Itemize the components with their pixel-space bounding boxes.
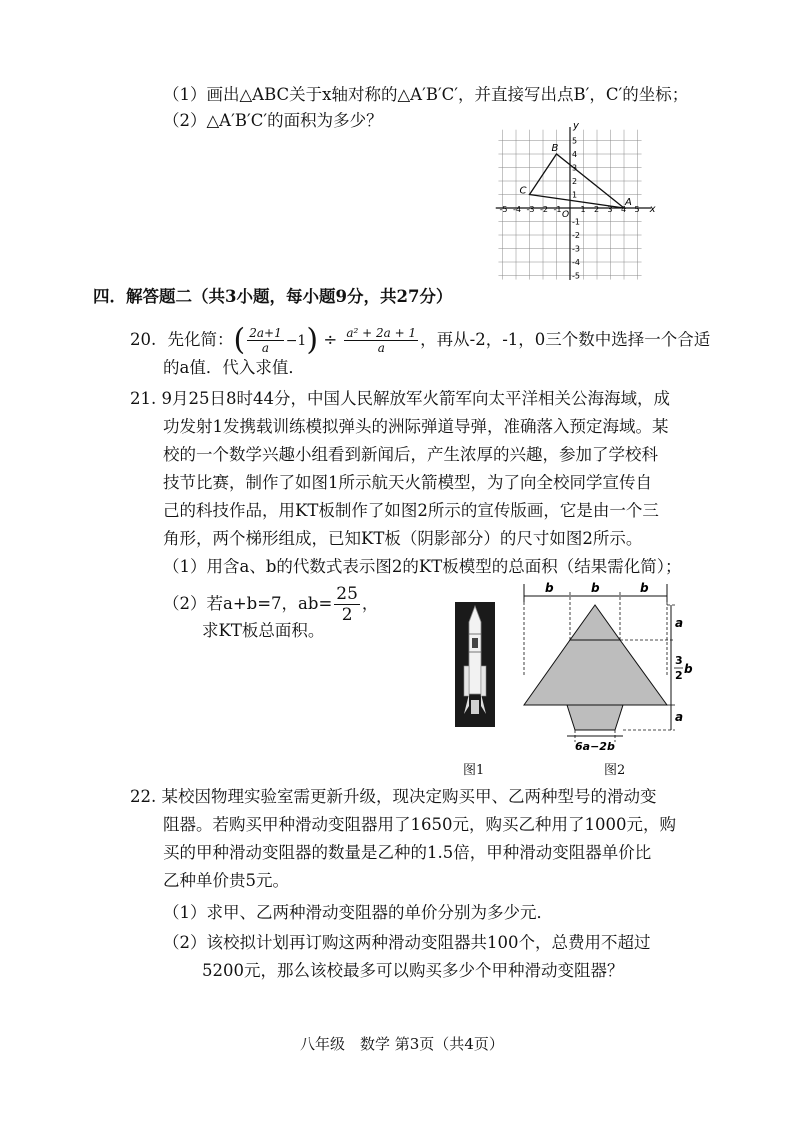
q21-frac-num: 25 xyxy=(336,584,358,604)
q20-number: 20. xyxy=(130,330,157,349)
q21-part2-line2: 求KT板总面积。 xyxy=(202,621,325,640)
q21-text-6: 角形，两个梯形组成，已知KT板（阴影部分）的尺寸如图2所示。 xyxy=(163,529,643,548)
fig1-caption: 图1 xyxy=(463,763,485,778)
page-footer: 八年级 数学 第3页（共4页） xyxy=(300,1035,504,1053)
x-tick-label: -5 xyxy=(499,205,508,214)
x-axis-label: x xyxy=(649,204,656,215)
q21-part2-prefix: （2）若a+b=7，ab= xyxy=(163,594,333,613)
x-tick-label: 1 xyxy=(580,205,586,214)
q20-frac1-den: a xyxy=(261,341,270,355)
origin-label: O xyxy=(562,210,570,220)
y-tick-label: -1 xyxy=(572,217,580,227)
vertex-label-c: C xyxy=(519,185,527,197)
dim-label-a-bottom: a xyxy=(675,710,684,724)
q20-open-paren: ( xyxy=(233,322,246,358)
x-tick-label: -1 xyxy=(553,205,562,214)
q22-text-3: 买的甲种滑动变阻器的数量是乙种的1.5倍，甲种滑动变阻器单价比 xyxy=(163,843,652,862)
q20-prefix: 先化简： xyxy=(167,330,234,349)
section-4-title: 四．解答题二（共3小题，每小题9分，共27分） xyxy=(93,287,453,306)
q21-part2-suffix: ， xyxy=(361,594,379,613)
dim-label-b-1: b xyxy=(545,581,554,595)
dim-label-b-right: b xyxy=(684,662,693,676)
q22-line1 xyxy=(130,786,657,808)
q22-part2-line2: 5200元，那么该校最多可以购买多少个甲种滑动变阻器？ xyxy=(202,961,624,980)
q22-text-1: 某校因物理实验室需更新升级，现决定购买甲、乙两种型号的滑动变 xyxy=(161,787,657,806)
y-tick-label: -5 xyxy=(572,271,580,280)
q22-text-2: 阻器。若购买甲种滑动变阻器用了1650元，购买乙种用了1000元，购 xyxy=(163,815,676,834)
q20-line1 xyxy=(130,320,710,360)
dim-label-b-2: b xyxy=(591,581,600,595)
y-tick-label: 1 xyxy=(572,190,578,200)
vertex-label-a: A xyxy=(625,197,632,208)
q21-text-4: 技节比赛，制作了如图1所示航天火箭模型，为了向全校同学宣传自 xyxy=(163,473,652,492)
y-tick-label: -3 xyxy=(572,244,580,254)
q20-frac2 xyxy=(344,326,418,355)
q21-line1 xyxy=(130,388,670,410)
y-axis-label: y xyxy=(573,120,579,132)
q20-minus-one: −1 xyxy=(285,333,307,349)
q20-suffix: ，再从-2，-1，0三个数中选择一个合适 xyxy=(420,330,711,349)
dim-label-2: 2 xyxy=(675,669,683,682)
q21-text-3: 校的一个数学兴趣小组看到新闻后，产生浓厚的兴趣，参加了学校科 xyxy=(163,445,658,464)
x-tick-label: 3 xyxy=(607,205,613,214)
y-tick-label: 2 xyxy=(572,177,578,186)
y-tick-label: -4 xyxy=(572,258,580,267)
q20-frac1 xyxy=(247,326,283,355)
q20-line2: 的a值．代入求值． xyxy=(163,358,305,377)
x-tick-label: -2 xyxy=(540,205,548,214)
dim-label-a-top: a xyxy=(675,616,684,630)
x-tick-label: 5 xyxy=(634,205,640,214)
q20-frac2-den: a xyxy=(377,341,385,355)
vertex-label-b: B xyxy=(551,143,559,154)
q21-text-1: 9月25日8时44分，中国人民解放军火箭军向太平洋相关公海海域，成 xyxy=(161,389,670,408)
q22-part1: （1）求甲、乙两种滑动变阻器的单价分别为多少元． xyxy=(163,903,553,922)
x-tick-label: -3 xyxy=(526,205,535,214)
q21-frac-den: 2 xyxy=(341,605,353,625)
kt-board-diagram xyxy=(515,580,695,750)
x-tick-label: 4 xyxy=(621,205,627,214)
x-tick-label: -4 xyxy=(513,205,521,214)
kt-bottom-trapezoid xyxy=(567,705,623,730)
q21-text-5: 己的科技作品，用KT板制作了如图2所示的宣传版画，它是由一个三 xyxy=(163,501,659,520)
dim-label-b-3: b xyxy=(640,581,649,595)
y-tick-label: 5 xyxy=(572,136,578,146)
q20-close-paren: ) xyxy=(306,322,319,358)
y-tick-label: 3 xyxy=(572,163,578,173)
dim-label-bottom-width: 6a−2b xyxy=(575,740,615,750)
q22-part2-line1: （2）该校拟计划再订购这两种滑动变阻器共100个，总费用不超过 xyxy=(163,933,651,952)
kt-top-triangle xyxy=(570,605,620,640)
q20-frac1-num: 2a+1 xyxy=(249,326,282,340)
y-tick-label: 4 xyxy=(572,150,578,159)
fig2-caption: 图2 xyxy=(604,763,626,778)
q19-part1: （1）画出△ABC关于x轴对称的△A′B′C′，并直接写出点B′，C′的坐标； xyxy=(163,85,689,104)
coordinate-grid xyxy=(490,120,670,280)
y-tick-label: -2 xyxy=(572,231,580,240)
q21-part2 xyxy=(163,584,379,625)
q20-frac2-num: a² + 2a + 1 xyxy=(346,326,417,340)
dim-label-3: 3 xyxy=(675,654,683,667)
q21-text-2: 功发射1发携载训练模拟弹头的洲际弹道导弹，准确落入预定海域。某 xyxy=(163,417,669,436)
q21-number: 21. xyxy=(130,389,157,408)
q19-part2: （2）△A′B′C′的面积为多少？ xyxy=(163,111,383,130)
rocket-photo xyxy=(455,602,495,727)
q21-part1: （1）用含a、b的代数式表示图2的KT板模型的总面积（结果需化简）； xyxy=(163,557,682,576)
x-tick-label: 2 xyxy=(594,205,600,214)
q22-text-4: 乙种单价贵5元。 xyxy=(163,871,289,890)
q21-part2-frac xyxy=(334,584,360,625)
q22-number: 22. xyxy=(130,787,157,806)
q20-div: ÷ xyxy=(323,330,338,349)
kt-middle-trapezoid xyxy=(524,640,667,705)
